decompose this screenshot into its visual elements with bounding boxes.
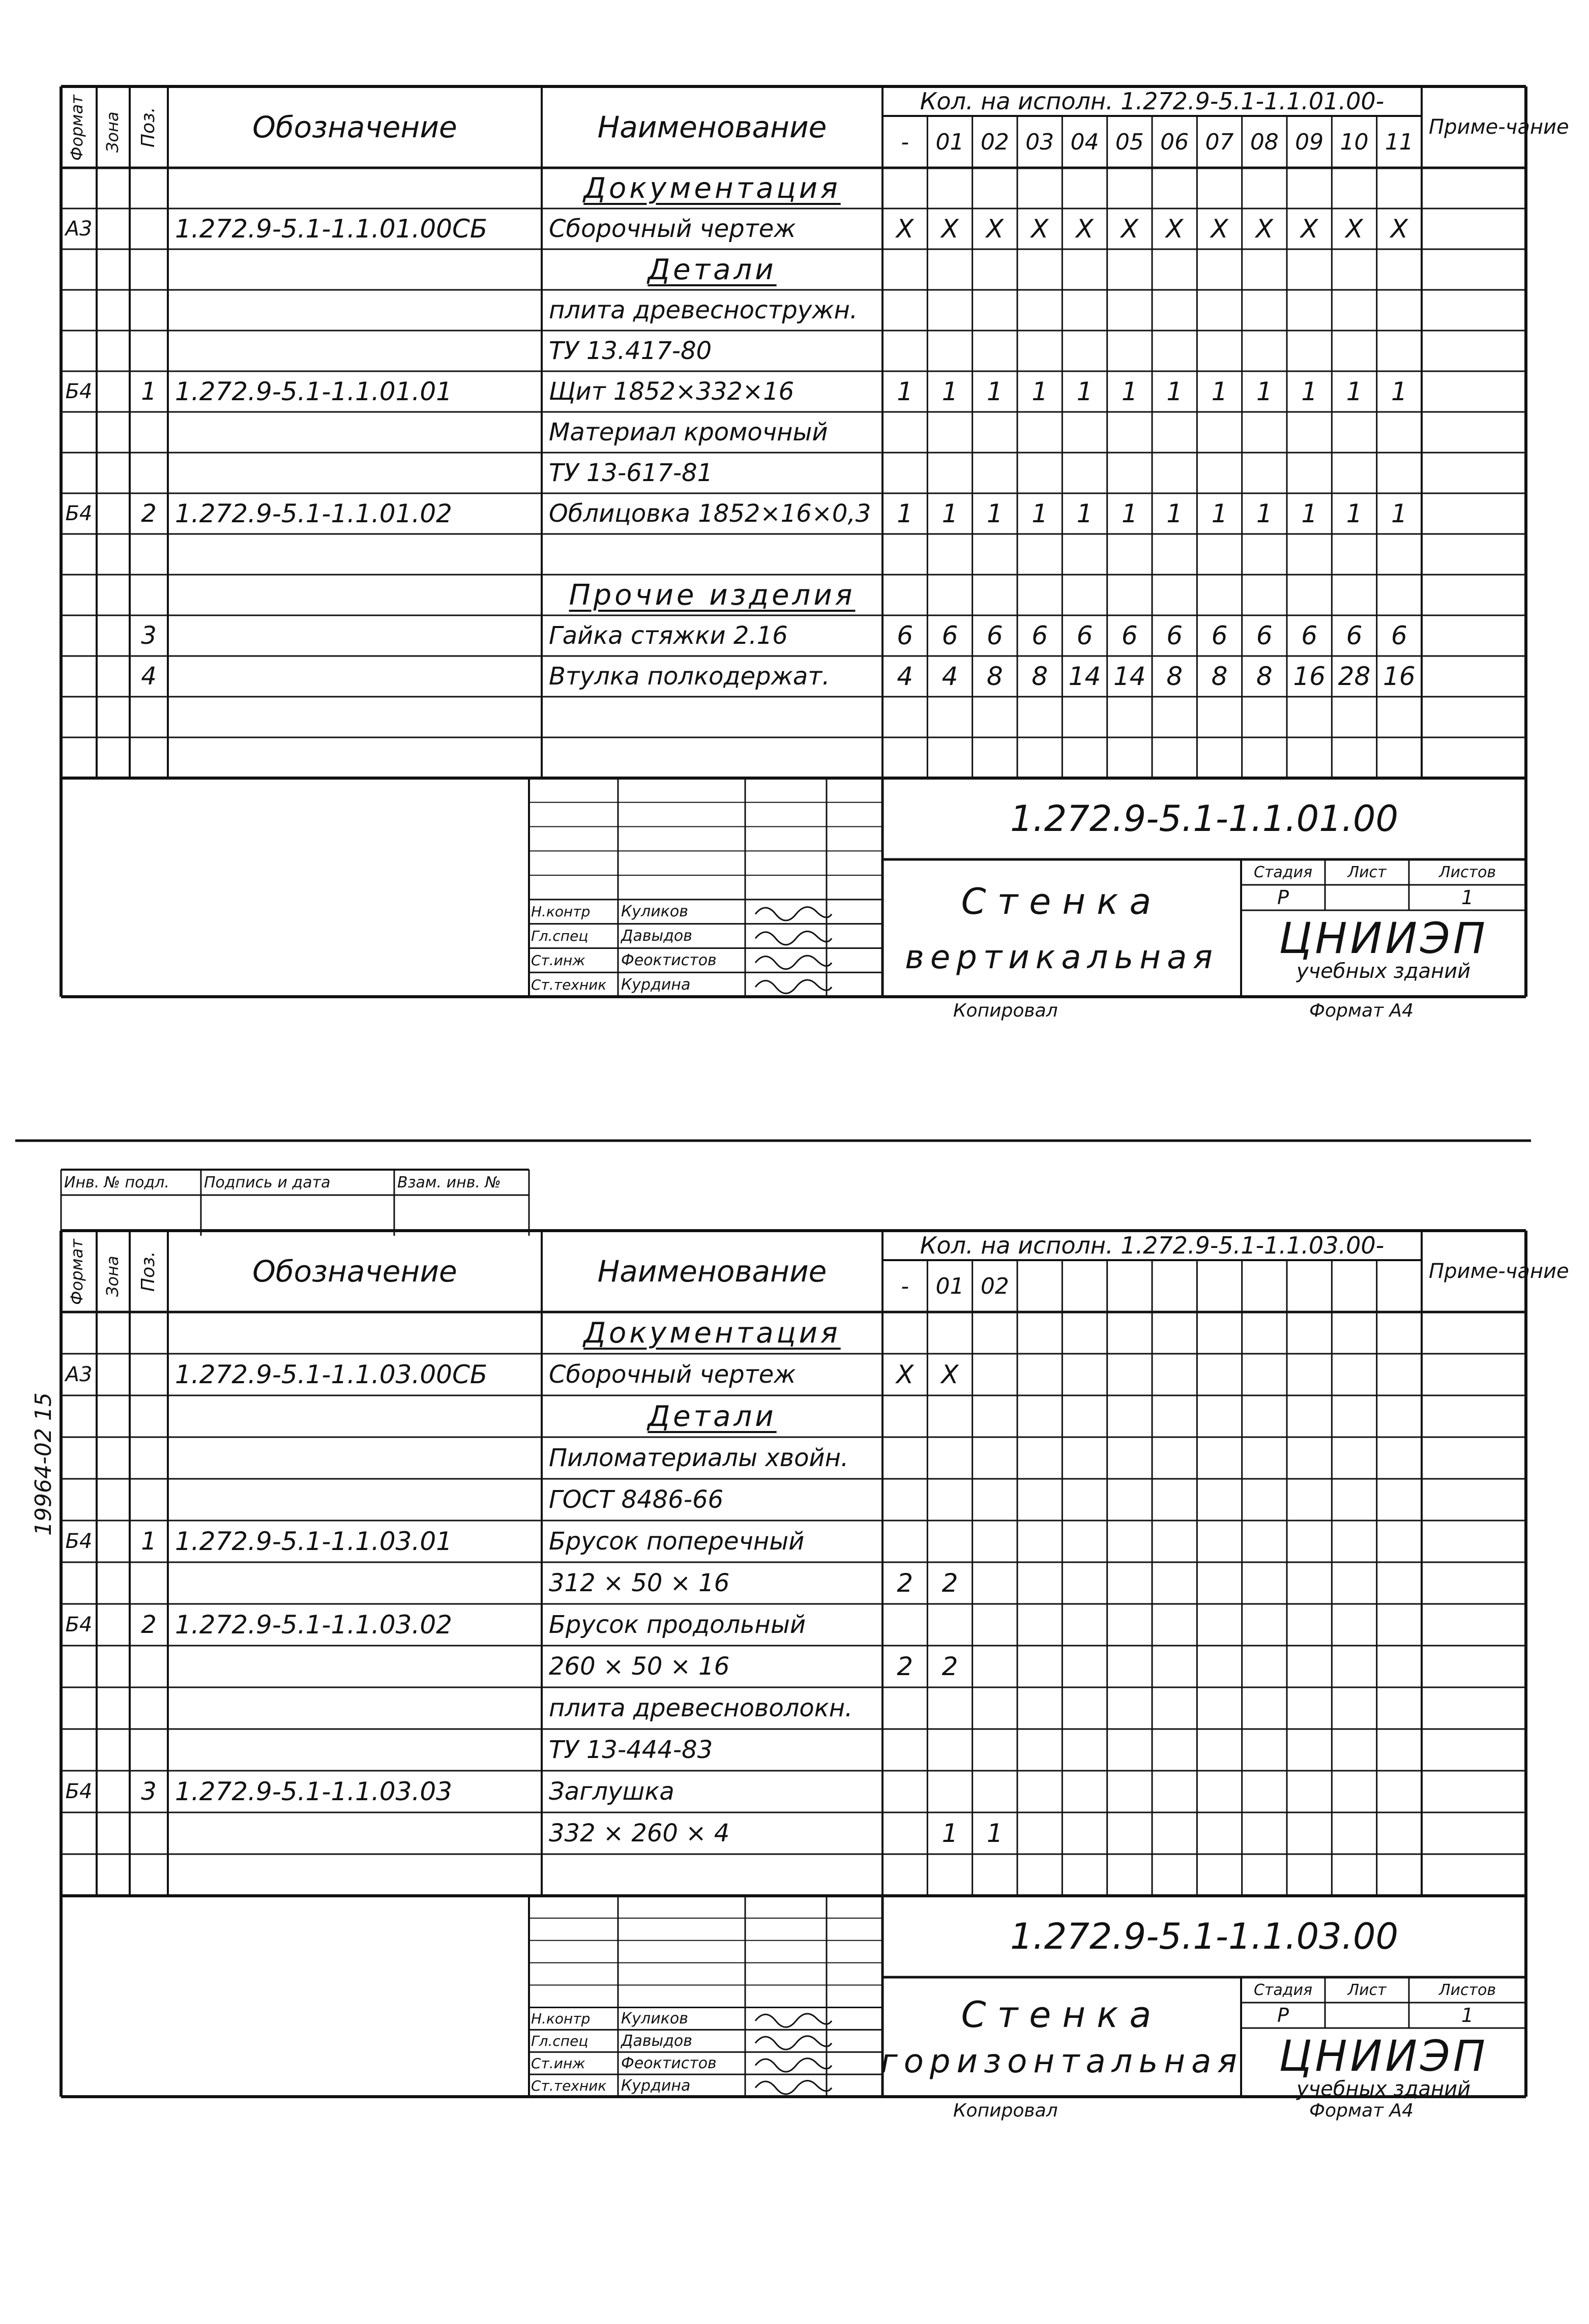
signature-scribble bbox=[755, 2059, 832, 2072]
row-qty: 1 bbox=[941, 1819, 958, 1848]
row-name: Брусок продольный bbox=[549, 1611, 806, 1639]
row-designation bbox=[168, 168, 542, 208]
header-variant bbox=[1197, 1260, 1242, 1312]
row-qty: 14 bbox=[1113, 662, 1146, 691]
signer-role: Ст.инж bbox=[531, 2054, 585, 2072]
header-variant: 02 bbox=[980, 1273, 1009, 1299]
row-qty: 2 bbox=[941, 1568, 958, 1598]
row-qty: 1 bbox=[1391, 377, 1407, 406]
row-format: А3 bbox=[65, 1363, 93, 1386]
row-name: Прочие изделия bbox=[569, 578, 856, 612]
row-qty: 6 bbox=[1121, 621, 1138, 650]
row-format bbox=[61, 575, 97, 615]
row-pos: 1 bbox=[141, 1527, 157, 1556]
header-variant bbox=[1062, 1260, 1107, 1312]
row-designation bbox=[168, 1854, 542, 1896]
format-label: Формат А4 bbox=[1309, 2100, 1414, 2121]
header-variant bbox=[1287, 1260, 1332, 1312]
row-designation: 1.272.9-5.1-1.1.01.02 bbox=[175, 499, 452, 528]
row-qty: 1 bbox=[1166, 499, 1183, 528]
org-subtitle: учебных зданий bbox=[1296, 960, 1471, 983]
header-note: Приме-чание bbox=[1429, 115, 1569, 139]
header-variant: - bbox=[901, 1273, 909, 1299]
header-variant: 03 bbox=[1025, 129, 1054, 155]
row-designation bbox=[168, 656, 542, 697]
spec-sheet-1 bbox=[0, 0, 1589, 1149]
stage-label: Стадия bbox=[1253, 863, 1313, 881]
row-name: Гайка стяжки 2.16 bbox=[549, 621, 788, 650]
header-name: Наименование bbox=[597, 1254, 827, 1289]
row-qty: 28 bbox=[1338, 662, 1371, 691]
row-pos bbox=[130, 575, 168, 615]
org-subtitle: учебных зданий bbox=[1296, 2077, 1471, 2101]
signature-scribble bbox=[755, 2036, 832, 2049]
row-format bbox=[61, 249, 97, 290]
row-designation: 1.272.9-5.1-1.1.03.00СБ bbox=[175, 1360, 488, 1389]
signature-scribble bbox=[755, 907, 832, 920]
row-pos bbox=[130, 534, 168, 575]
row-qty: 6 bbox=[941, 621, 958, 650]
row-name: ГОСТ 8486-66 bbox=[549, 1485, 724, 1514]
row-pos bbox=[130, 1854, 168, 1896]
row-name: Сборочный чертеж bbox=[549, 1360, 796, 1389]
title-line-1: Стенка bbox=[961, 880, 1163, 922]
row-format bbox=[61, 1646, 97, 1687]
row-format bbox=[61, 615, 97, 656]
row-qty: 1 bbox=[1121, 499, 1138, 528]
row-name: ТУ 13.417-80 bbox=[549, 337, 712, 365]
header-variant bbox=[1152, 1260, 1197, 1312]
row-designation bbox=[168, 249, 542, 290]
org-name: ЦНИИЭП bbox=[1279, 2031, 1488, 2081]
row-pos bbox=[130, 453, 168, 493]
row-pos bbox=[130, 737, 168, 778]
row-designation bbox=[168, 1812, 542, 1854]
header-variant bbox=[1017, 1260, 1062, 1312]
header-name: Наименование bbox=[597, 110, 827, 144]
header-variant bbox=[1242, 1260, 1287, 1312]
header-variant: 01 bbox=[935, 1273, 964, 1299]
row-qty: 1 bbox=[986, 377, 1003, 406]
row-format bbox=[61, 1729, 97, 1771]
row-name: Документация bbox=[583, 171, 841, 205]
row-qty: X bbox=[1166, 214, 1184, 244]
row-qty: 2 bbox=[897, 1652, 914, 1681]
row-qty: 8 bbox=[1256, 662, 1273, 691]
header-note: Приме-чание bbox=[1429, 1260, 1569, 1283]
row-format bbox=[61, 1437, 97, 1479]
row-pos: 2 bbox=[141, 1611, 157, 1639]
row-name: плита древесноволокн. bbox=[549, 1694, 853, 1722]
row-designation bbox=[168, 1646, 542, 1687]
row-qty: 1 bbox=[1256, 377, 1273, 406]
row-designation bbox=[168, 1437, 542, 1479]
row-qty: 2 bbox=[941, 1652, 958, 1681]
row-qty: X bbox=[1031, 214, 1049, 244]
row-format bbox=[61, 453, 97, 493]
sheet-label: Лист bbox=[1347, 1981, 1387, 1999]
row-name: Пиломатериалы хвойн. bbox=[549, 1444, 849, 1472]
signer-role: Гл.спец bbox=[531, 928, 588, 945]
row-format: А3 bbox=[65, 217, 93, 241]
row-pos bbox=[130, 1729, 168, 1771]
header-variant bbox=[1377, 1260, 1422, 1312]
row-format bbox=[61, 534, 97, 575]
row-format bbox=[61, 1395, 97, 1437]
row-designation: 1.272.9-5.1-1.1.03.02 bbox=[175, 1610, 452, 1640]
stage-label: Стадия bbox=[1253, 1981, 1313, 1999]
signer-name: Курдина bbox=[621, 2076, 691, 2095]
margin-note: 19964-02 15 bbox=[31, 1392, 56, 1536]
row-designation bbox=[168, 1312, 542, 1354]
row-format bbox=[61, 1812, 97, 1854]
row-qty: 2 bbox=[897, 1568, 914, 1598]
header-variant: 05 bbox=[1115, 129, 1144, 155]
sheet-divider bbox=[0, 1137, 1589, 1147]
stage-value: Р bbox=[1277, 2004, 1289, 2027]
row-format: Б4 bbox=[65, 1780, 93, 1803]
row-name: 332 × 260 × 4 bbox=[549, 1819, 730, 1848]
row-qty: X bbox=[1211, 214, 1228, 244]
signature-scribble bbox=[755, 2014, 832, 2027]
header-variant: 08 bbox=[1250, 129, 1279, 155]
signer-role: Ст.техник bbox=[531, 2077, 607, 2094]
row-qty: 6 bbox=[1166, 621, 1183, 650]
row-qty: 8 bbox=[1211, 662, 1228, 691]
row-designation bbox=[168, 615, 542, 656]
row-pos bbox=[130, 1687, 168, 1729]
row-qty: X bbox=[986, 214, 1004, 244]
row-pos bbox=[130, 249, 168, 290]
header-variant: 09 bbox=[1295, 129, 1324, 155]
header-variant: 06 bbox=[1160, 129, 1189, 155]
signer-role: Гл.спец bbox=[531, 2032, 588, 2049]
row-designation bbox=[168, 453, 542, 493]
row-format bbox=[61, 1854, 97, 1896]
header-format: Формат bbox=[67, 1239, 86, 1305]
row-qty: 6 bbox=[1346, 621, 1363, 650]
header-format: Формат bbox=[67, 95, 86, 161]
header-variant: 02 bbox=[980, 129, 1009, 155]
row-designation bbox=[168, 575, 542, 615]
row-designation bbox=[168, 1729, 542, 1771]
row-qty: 1 bbox=[1032, 377, 1048, 406]
row-pos: 2 bbox=[141, 499, 157, 528]
row-pos bbox=[130, 1479, 168, 1521]
row-qty: X bbox=[1301, 214, 1318, 244]
row-name: плита древесностружн. bbox=[549, 296, 858, 324]
copied-label: Копировал bbox=[953, 2100, 1058, 2121]
header-variant: - bbox=[901, 129, 909, 155]
title-line-1: Стенка bbox=[961, 1993, 1163, 2036]
signer-name: Куликов bbox=[621, 2009, 688, 2028]
row-qty: 1 bbox=[1301, 377, 1318, 406]
row-qty: X bbox=[896, 214, 914, 244]
header-variant: 11 bbox=[1385, 129, 1414, 155]
doc-number: 1.272.9-5.1-1.1.03.00 bbox=[1010, 1916, 1398, 1957]
row-format bbox=[61, 290, 97, 331]
row-designation bbox=[168, 1395, 542, 1437]
row-qty: 1 bbox=[1346, 499, 1363, 528]
sheets-label: Листов bbox=[1438, 1981, 1496, 1999]
row-format bbox=[61, 697, 97, 737]
row-qty: X bbox=[1390, 214, 1408, 244]
row-qty: 1 bbox=[1166, 377, 1183, 406]
row-qty: 6 bbox=[897, 621, 914, 650]
row-pos bbox=[130, 1646, 168, 1687]
signature-scribble bbox=[755, 980, 832, 993]
row-designation: 1.272.9-5.1-1.1.03.01 bbox=[175, 1527, 452, 1556]
row-name: Втулка полкодержат. bbox=[549, 662, 830, 691]
row-qty: 8 bbox=[1166, 662, 1183, 691]
row-format: Б4 bbox=[65, 502, 93, 525]
row-format bbox=[61, 1562, 97, 1604]
doc-number: 1.272.9-5.1-1.1.01.00 bbox=[1010, 798, 1398, 840]
row-designation bbox=[168, 697, 542, 737]
row-format bbox=[61, 1479, 97, 1521]
row-name: Щит 1852×332×16 bbox=[549, 377, 794, 406]
signer-role: Н.контр bbox=[531, 2010, 591, 2027]
row-format bbox=[61, 1687, 97, 1729]
row-name: Детали bbox=[648, 253, 777, 286]
row-qty: 6 bbox=[1032, 621, 1048, 650]
row-qty: X bbox=[1255, 214, 1273, 244]
title-line-2: горизонтальная bbox=[880, 2043, 1243, 2081]
row-format bbox=[61, 656, 97, 697]
row-pos: 3 bbox=[141, 1777, 157, 1806]
header-qty-title: Кол. на исполн. 1.272.9-5.1-1.1.03.00- bbox=[920, 1232, 1385, 1259]
signer-name: Давыдов bbox=[621, 2032, 692, 2050]
header-qty-title: Кол. на исполн. 1.272.9-5.1-1.1.01.00- bbox=[920, 87, 1385, 115]
row-designation: 1.272.9-5.1-1.1.03.03 bbox=[175, 1777, 452, 1806]
row-qty: 1 bbox=[1301, 499, 1318, 528]
row-name: Материал кромочный bbox=[549, 418, 828, 446]
row-designation bbox=[168, 1687, 542, 1729]
format-label: Формат А4 bbox=[1309, 1000, 1414, 1021]
header-zone: Зона bbox=[103, 1256, 122, 1297]
row-qty: 4 bbox=[897, 662, 914, 691]
row-pos bbox=[130, 208, 168, 249]
row-name bbox=[542, 1854, 882, 1896]
sheets-label: Листов bbox=[1438, 863, 1496, 881]
row-pos bbox=[130, 331, 168, 371]
row-format bbox=[61, 412, 97, 453]
stamp-column-label: Взам. инв. № bbox=[397, 1173, 501, 1191]
row-name bbox=[542, 697, 882, 737]
title-line-2: вертикальная bbox=[905, 938, 1219, 976]
row-qty: 1 bbox=[1076, 377, 1093, 406]
row-qty: 1 bbox=[897, 377, 914, 406]
row-format: Б4 bbox=[65, 1530, 93, 1553]
row-designation bbox=[168, 534, 542, 575]
row-qty: 8 bbox=[1032, 662, 1048, 691]
spec-sheet-2 bbox=[0, 1210, 1589, 2324]
row-pos bbox=[130, 168, 168, 208]
row-qty: X bbox=[896, 1360, 914, 1389]
header-variant: 10 bbox=[1340, 129, 1369, 155]
row-qty: 14 bbox=[1068, 662, 1101, 691]
row-name: Сборочный чертеж bbox=[549, 215, 796, 243]
row-qty: 1 bbox=[1391, 499, 1407, 528]
row-qty: 1 bbox=[1346, 377, 1363, 406]
row-designation bbox=[168, 1479, 542, 1521]
row-qty: 1 bbox=[1256, 499, 1273, 528]
row-designation bbox=[168, 290, 542, 331]
row-qty: 16 bbox=[1383, 662, 1416, 691]
row-format bbox=[61, 168, 97, 208]
row-name: ТУ 13-444-83 bbox=[549, 1736, 713, 1764]
signer-name: Курдина bbox=[621, 975, 691, 994]
row-pos bbox=[130, 412, 168, 453]
row-designation bbox=[168, 331, 542, 371]
signer-name: Давыдов bbox=[621, 927, 692, 945]
stage-value: Р bbox=[1277, 886, 1289, 909]
row-qty: 1 bbox=[941, 377, 958, 406]
row-pos bbox=[130, 1354, 168, 1395]
row-designation: 1.272.9-5.1-1.1.01.00СБ bbox=[175, 214, 488, 244]
row-designation: 1.272.9-5.1-1.1.01.01 bbox=[175, 377, 452, 406]
row-qty: 6 bbox=[1256, 621, 1273, 650]
header-zone: Зона bbox=[103, 111, 122, 153]
row-qty: 1 bbox=[1076, 499, 1093, 528]
row-format bbox=[61, 737, 97, 778]
row-name: ТУ 13-617-81 bbox=[549, 459, 713, 487]
row-name bbox=[542, 737, 882, 778]
row-qty: 1 bbox=[986, 1819, 1003, 1848]
row-pos: 3 bbox=[141, 621, 157, 650]
signer-role: Ст.техник bbox=[531, 976, 607, 993]
row-pos: 1 bbox=[141, 377, 157, 406]
row-name: Облицовка 1852×16×0,3 bbox=[549, 499, 871, 528]
row-designation bbox=[168, 1562, 542, 1604]
stamp-column-label: Инв. № подл. bbox=[64, 1173, 169, 1191]
sheets-value: 1 bbox=[1461, 2004, 1474, 2027]
header-pos: Поз. bbox=[138, 1251, 159, 1292]
row-pos bbox=[130, 1562, 168, 1604]
header-variant bbox=[1332, 1260, 1376, 1312]
header-variant: 07 bbox=[1205, 129, 1234, 155]
row-qty: X bbox=[1345, 214, 1363, 244]
signer-role: Н.контр bbox=[531, 903, 591, 920]
row-qty: 8 bbox=[986, 662, 1003, 691]
stamp-column-label: Подпись и дата bbox=[204, 1173, 331, 1191]
signer-name: Куликов bbox=[621, 903, 688, 921]
row-format: Б4 bbox=[65, 380, 93, 403]
row-qty: 1 bbox=[1211, 377, 1228, 406]
org-name: ЦНИИЭП bbox=[1279, 913, 1488, 963]
row-name: 312 × 50 × 16 bbox=[549, 1569, 730, 1597]
row-pos: 4 bbox=[141, 662, 157, 691]
row-qty: 1 bbox=[1211, 499, 1228, 528]
row-qty: 6 bbox=[1076, 621, 1093, 650]
signature-scribble bbox=[755, 931, 832, 944]
row-qty: 6 bbox=[1301, 621, 1318, 650]
row-qty: X bbox=[941, 1360, 959, 1389]
header-designation: Обозначение bbox=[252, 1254, 457, 1289]
row-format: Б4 bbox=[65, 1613, 93, 1636]
row-pos bbox=[130, 1312, 168, 1354]
row-pos bbox=[130, 697, 168, 737]
header-pos: Поз. bbox=[138, 107, 159, 147]
row-name: Заглушка bbox=[549, 1777, 674, 1806]
row-pos bbox=[130, 290, 168, 331]
row-format bbox=[61, 1312, 97, 1354]
header-designation: Обозначение bbox=[252, 110, 457, 144]
row-pos bbox=[130, 1395, 168, 1437]
row-qty: 6 bbox=[1211, 621, 1228, 650]
row-qty: 6 bbox=[986, 621, 1003, 650]
header-variant: 04 bbox=[1070, 129, 1099, 155]
row-qty: 1 bbox=[897, 499, 914, 528]
row-name bbox=[542, 534, 882, 575]
row-qty: 1 bbox=[986, 499, 1003, 528]
row-qty: 4 bbox=[941, 662, 958, 691]
row-format bbox=[61, 331, 97, 371]
row-qty: 1 bbox=[1121, 377, 1138, 406]
row-designation bbox=[168, 737, 542, 778]
signer-name: Феоктистов bbox=[621, 2054, 717, 2072]
row-qty: X bbox=[1076, 214, 1094, 244]
row-qty: 1 bbox=[1032, 499, 1048, 528]
signer-name: Феоктистов bbox=[621, 951, 717, 969]
row-pos bbox=[130, 1812, 168, 1854]
row-qty: 1 bbox=[941, 499, 958, 528]
row-qty: X bbox=[941, 214, 959, 244]
row-qty: 6 bbox=[1391, 621, 1407, 650]
signer-role: Ст.инж bbox=[531, 951, 585, 969]
row-name: 260 × 50 × 16 bbox=[549, 1652, 730, 1681]
row-designation bbox=[168, 412, 542, 453]
header-variant: 01 bbox=[935, 129, 964, 155]
signature-scribble bbox=[755, 2081, 832, 2094]
sheets-value: 1 bbox=[1461, 886, 1474, 909]
copied-label: Копировал bbox=[953, 1000, 1058, 1021]
signature-scribble bbox=[755, 956, 832, 969]
row-name: Документация bbox=[583, 1316, 841, 1350]
header-variant bbox=[1107, 1260, 1152, 1312]
row-qty: X bbox=[1121, 214, 1138, 244]
row-pos bbox=[130, 1437, 168, 1479]
row-qty: 16 bbox=[1293, 662, 1326, 691]
row-name: Брусок поперечный bbox=[549, 1527, 805, 1556]
row-name: Детали bbox=[648, 1399, 777, 1433]
sheet-label: Лист bbox=[1347, 863, 1387, 881]
